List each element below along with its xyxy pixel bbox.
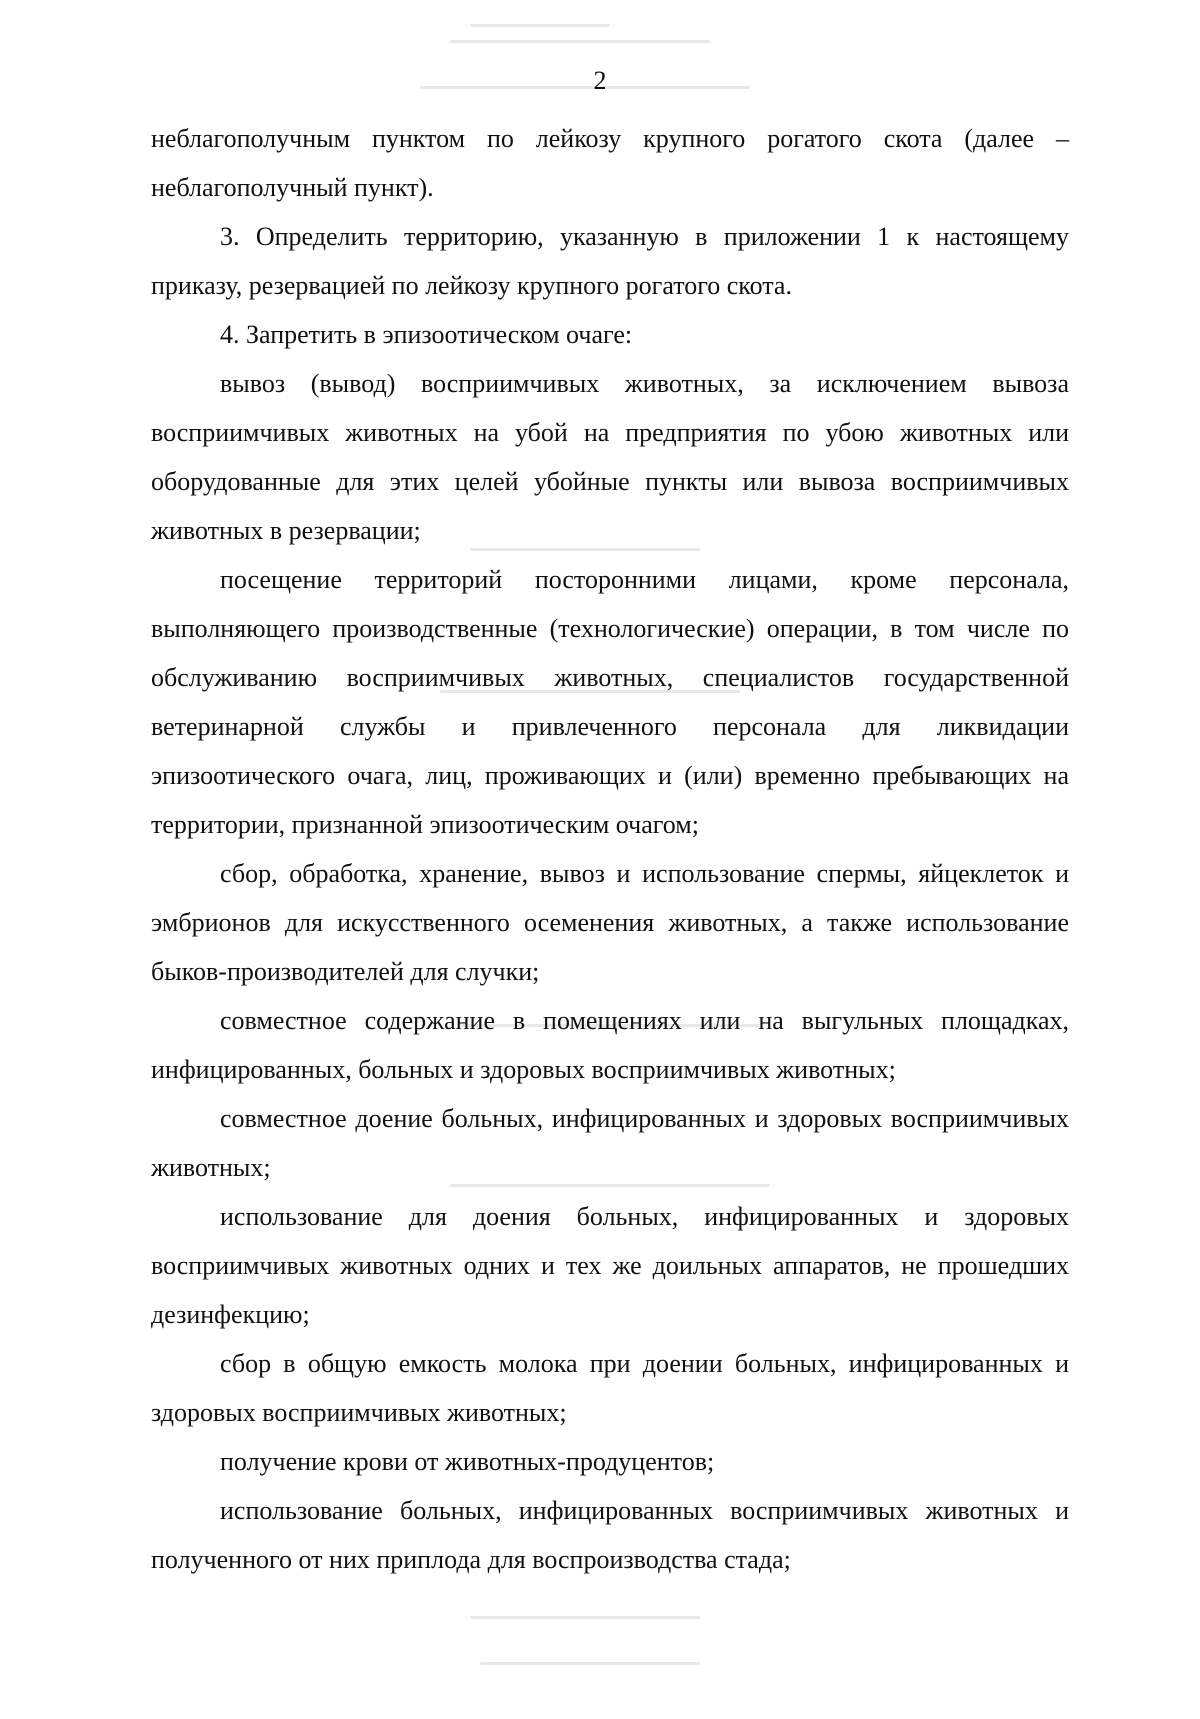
scan-noise [470, 1616, 700, 1619]
paragraph: вывоз (вывод) восприимчивых животных, за исключением вывоза восприимчивых животных на убой на предприятия по убою животных или оборудованные для этих целей убойные пункты или вывоза восприимчивых животных в резервации; [151, 369, 1069, 545]
paragraph: использование для доения больных, инфицированных и здоровых восприимчивых животных одних и тех же доильных аппаратов, не прошедших дезинфекцию; [151, 1202, 1069, 1329]
paragraph: 3. Определить территорию, указанную в приложении 1 к настоящему приказу, резервацией по лейкозу крупного рогатого скота. [151, 222, 1069, 300]
document-body [151, 114, 1069, 1584]
paragraph: использование больных, инфицированных восприимчивых животных и полученного от них приплода для воспроизводства стада; [151, 1496, 1069, 1574]
scan-noise [470, 24, 610, 27]
paragraph: совместное доение больных, инфицированных и здоровых восприимчивых животных; [151, 1104, 1069, 1182]
paragraph: неблагополучным пунктом по лейкозу крупного рогатого скота (далее – неблагополучный пункт). [151, 124, 1069, 202]
scan-noise [480, 1662, 700, 1665]
paragraph: совместное содержание в помещениях или на выгульных площадках, инфицированных, больных и здоровых восприимчивых животных; [151, 1006, 1069, 1084]
paragraph: сбор в общую емкость молока при доении больных, инфицированных и здоровых восприимчивых животных; [151, 1349, 1069, 1427]
page-number: 2 [593, 66, 607, 95]
paragraph: сбор, обработка, хранение, вывоз и использование спермы, яйцеклеток и эмбрионов для искусственного осеменения животных, а также использование быков-производителей для случки; [151, 859, 1069, 986]
paragraph: получение крови от животных-продуцентов; [220, 1447, 715, 1476]
paragraph: 4. Запретить в эпизоотическом очаге: [220, 320, 633, 349]
paragraph: посещение территорий посторонними лицами, кроме персонала, выполняющего производственные (технологические) операции, в том числе по обслуживанию восприимчивых животных, специалистов государственной ветеринарной службы и привлеченного персонала для ликвидации эпизоотического очага, лиц, проживающих и (или) временно пребывающих на территории, признанной эпизоотическим очагом; [151, 565, 1069, 839]
scan-noise [450, 40, 710, 43]
